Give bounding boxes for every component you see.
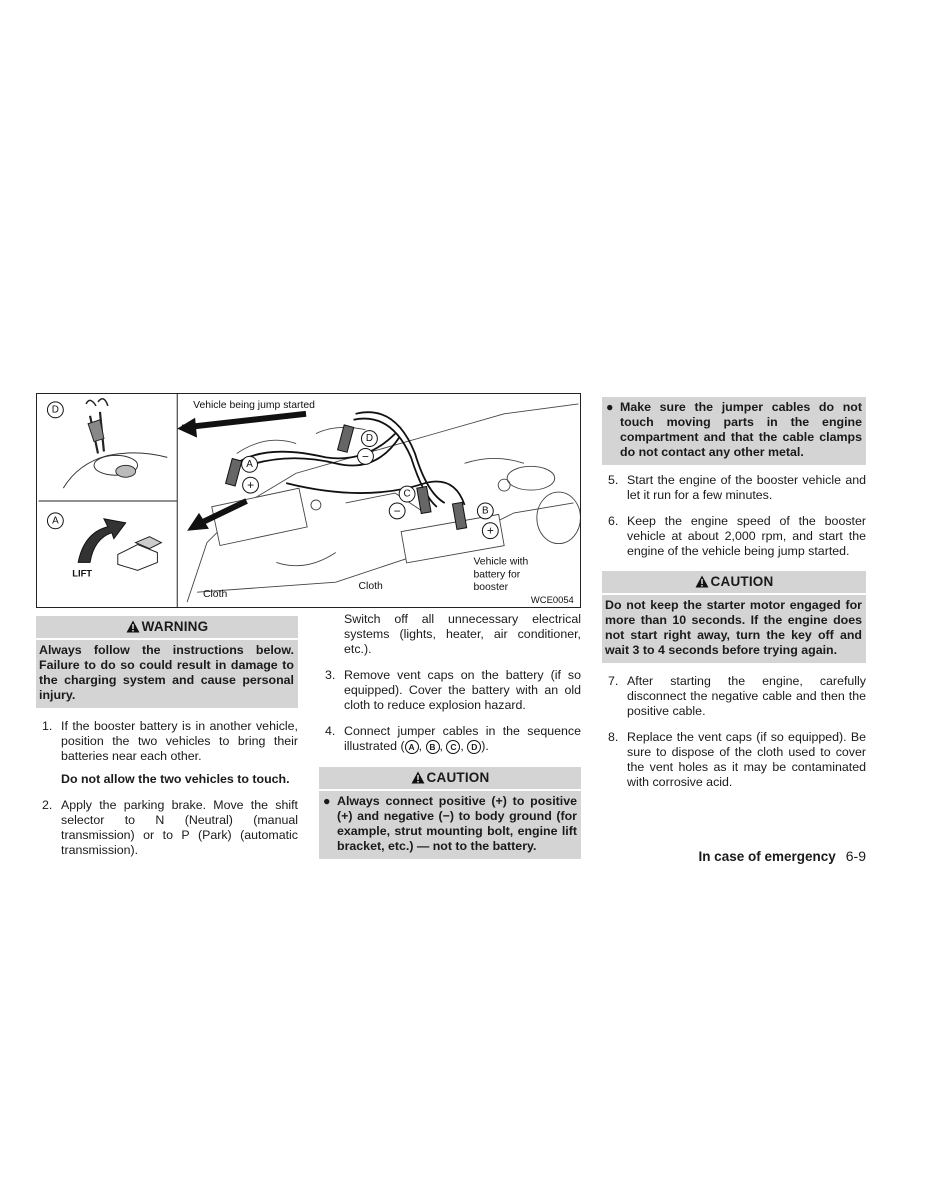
- step-2: [36, 798, 298, 858]
- booster-label-line2: battery for: [473, 569, 521, 581]
- jump-start-illustration: [36, 393, 581, 608]
- page-footer: [698, 848, 866, 864]
- step-4-suffix: ).: [481, 739, 489, 753]
- minus-sign-c: −: [393, 503, 401, 518]
- circle-b: B: [426, 740, 440, 754]
- cloth-label-left: Cloth: [202, 589, 228, 601]
- cloth-label-right: Cloth: [358, 581, 383, 593]
- cable-caution-body: [602, 397, 866, 465]
- step-6-number: 6.: [608, 514, 619, 528]
- step-4-prefix: Connect jumper cables in the sequence illustrated (: [344, 724, 581, 753]
- jump-start-diagram: [37, 394, 580, 607]
- circle-d: D: [467, 740, 481, 754]
- letter-c-main: C: [403, 488, 411, 500]
- step-7-number: 7.: [608, 674, 619, 688]
- cable-caution-text: Make sure the jumper cables do not touch moving parts in the engine compartment and that the cable clamps do not contact any other metal.: [620, 400, 862, 459]
- letter-a-main: A: [246, 458, 253, 470]
- step-5-text: Start the engine of the booster vehicle and let it run for a few minutes.: [627, 473, 866, 502]
- step-5: [602, 473, 866, 503]
- step-6-text: Keep the engine speed of the booster vehicle at about 2,000 rpm, and start the engine of the vehicle being jump started.: [627, 514, 866, 558]
- page-number: 6-9: [845, 848, 866, 864]
- letter-a-left: A: [52, 515, 59, 527]
- vehicle-jump-started-label: Vehicle being jump started: [193, 399, 315, 411]
- step-8-text: Replace the vent caps (if so equipped). Be sure to dispose of the cloth used to cover the vent holes as it may be contaminated with corrosive acid.: [627, 730, 866, 789]
- step-1-note: Do not allow the two vehicles to touch.: [61, 772, 290, 786]
- letter-d-left: D: [51, 404, 59, 416]
- lift-label: LIFT: [72, 567, 93, 579]
- plus-sign-a: +: [247, 478, 255, 493]
- step-1-number: 1.: [42, 719, 53, 733]
- step-2-number: 2.: [42, 798, 53, 812]
- step-7: [602, 674, 866, 719]
- bullet-icon-right: ●: [606, 400, 614, 414]
- left-column: [36, 616, 298, 858]
- booster-label-line1: Vehicle with: [473, 556, 529, 568]
- caution-triangle-icon: [411, 771, 425, 784]
- step-2-continued: Switch off all unnecessary electrical systems (lights, heater, air conditioner, etc.).: [344, 612, 581, 656]
- step-6: [602, 514, 866, 559]
- letter-d-main: D: [365, 433, 374, 445]
- step-7-text: After starting the engine, carefully disconnect the negative cable and then the positive cable.: [627, 674, 866, 718]
- vent-cap-drawing: [78, 519, 161, 571]
- step-2-text: Apply the parking brake. Move the shift selector to N (Neutral) (manual transmission) or to P (Park) (automatic transmission).: [61, 798, 298, 857]
- step-1-text: If the booster battery is in another vehicle, position the two vehicles to bring their batteries near each other.: [61, 719, 298, 763]
- step-8-number: 8.: [608, 730, 619, 744]
- caution-1-text: Always connect positive (+) to positive (+) and negative (−) to body ground (for example, strut mounting bolt, engine lift bracket, etc.) — not to the battery.: [337, 794, 577, 853]
- step-1: [36, 719, 298, 764]
- circle-a: A: [405, 740, 419, 754]
- caution-header-1: [319, 767, 581, 789]
- step-8: [602, 730, 866, 790]
- caution-triangle-icon-2: [695, 575, 709, 588]
- right-column: [602, 397, 866, 790]
- step-4-number: 4.: [325, 724, 336, 738]
- caution-title-1: CAUTION: [426, 770, 490, 785]
- step-3-text: Remove vent caps on the battery (if so equipped). Cover the battery with an old cloth to reduce explosion hazard.: [344, 668, 581, 712]
- caution-header-2: [602, 571, 866, 593]
- middle-column: [319, 612, 581, 859]
- terminal-clamp-drawing: [63, 399, 167, 488]
- arrow-to-vehicle-icon: [182, 414, 306, 428]
- figure-code: WCE0054: [530, 594, 574, 606]
- letter-b-main: B: [482, 505, 489, 517]
- warning-body: Always follow the instructions below. Failure to do so could result in damage to the charging system and cause personal injury.: [36, 640, 298, 708]
- booster-label-line3: booster: [473, 582, 509, 594]
- plus-sign-b: +: [486, 523, 494, 538]
- minus-sign-d: −: [361, 449, 369, 464]
- warning-title: WARNING: [141, 619, 209, 634]
- circle-c: C: [446, 740, 460, 754]
- caution-title-2: CAUTION: [710, 574, 774, 589]
- section-title: In case of emergency: [698, 849, 836, 864]
- step-4: 4. Connect jumper cables in the sequence illustrated ( A , B , C , D ).: [325, 724, 581, 753]
- step-5-number: 5.: [608, 473, 619, 487]
- warning-header: [36, 616, 298, 638]
- caution-1-body: [319, 791, 581, 859]
- caution-2-body: Do not keep the starter motor engaged for more than 10 seconds. If the engine does not start right away, turn the key off and wait 3 to 4 seconds before trying again.: [602, 595, 866, 663]
- bullet-icon: ●: [323, 794, 331, 808]
- step-3: [319, 668, 581, 713]
- warning-triangle-icon: [126, 620, 140, 633]
- step-3-number: 3.: [325, 668, 336, 682]
- arrow-head-top-icon: [177, 418, 197, 438]
